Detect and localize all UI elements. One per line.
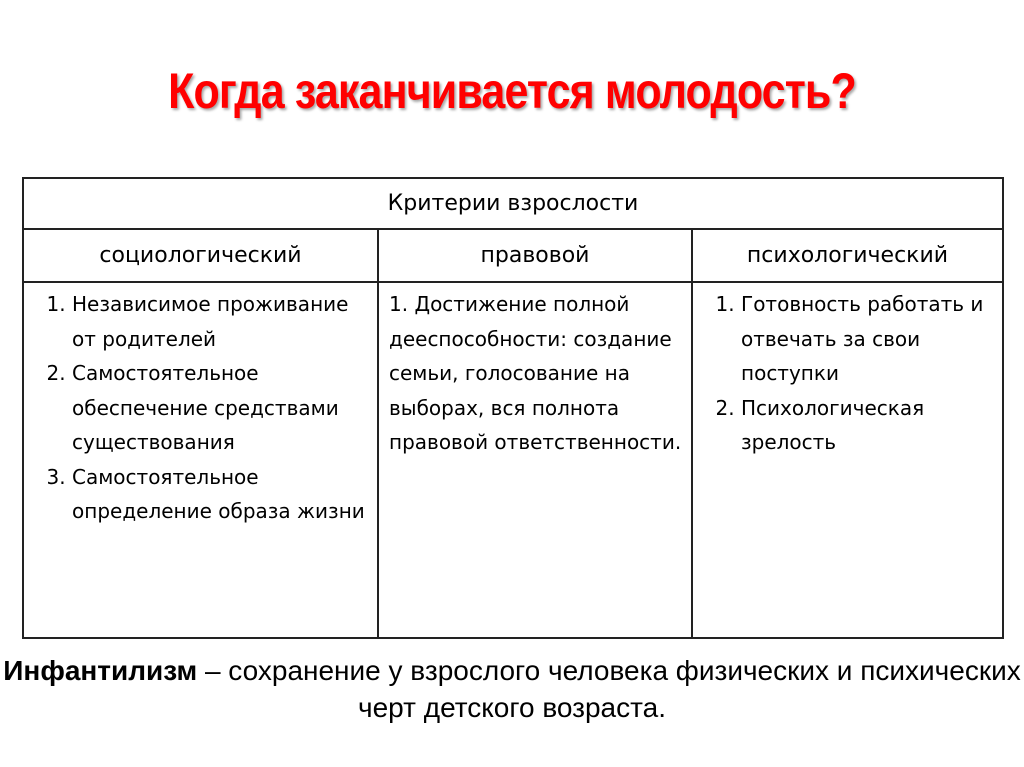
sociological-criteria-cell xyxy=(23,282,378,638)
list-item: 1. Готовность работать и отвечать за свои поступки xyxy=(741,287,1002,391)
list-item: 2. Психологическая зрелость xyxy=(741,391,1002,460)
psychological-criteria-cell xyxy=(692,282,1003,638)
definition-term: Инфантилизм xyxy=(3,655,198,686)
definition-footnote xyxy=(0,652,1024,726)
list-item: 1. Независимое проживание от родителей xyxy=(72,287,377,356)
column-header-legal: правовой xyxy=(378,229,692,282)
list-item: 2. Самостоятельное обеспечение средствами существования xyxy=(72,356,377,460)
psychological-criteria-list xyxy=(693,287,1002,460)
column-header-sociological: социологический xyxy=(23,229,378,282)
column-header-psychological: психологический xyxy=(692,229,1003,282)
sociological-criteria-list xyxy=(24,287,377,529)
slide-title: Когда заканчивается молодость? xyxy=(168,63,856,119)
legal-criteria-cell xyxy=(378,282,692,638)
legal-criteria-text: 1. Достижение полной дееспособности: создание семьи, голосование на выборах, вся полнота правовой ответственности. xyxy=(389,292,682,454)
list-item: 3. Самостоятельное определение образа жизни xyxy=(72,460,377,529)
criteria-table xyxy=(22,177,1004,639)
table-header: Критерии взрослости xyxy=(23,178,1003,229)
definition-text: – сохранение у взрослого человека физических и психических черт детского возраста. xyxy=(197,655,1021,723)
